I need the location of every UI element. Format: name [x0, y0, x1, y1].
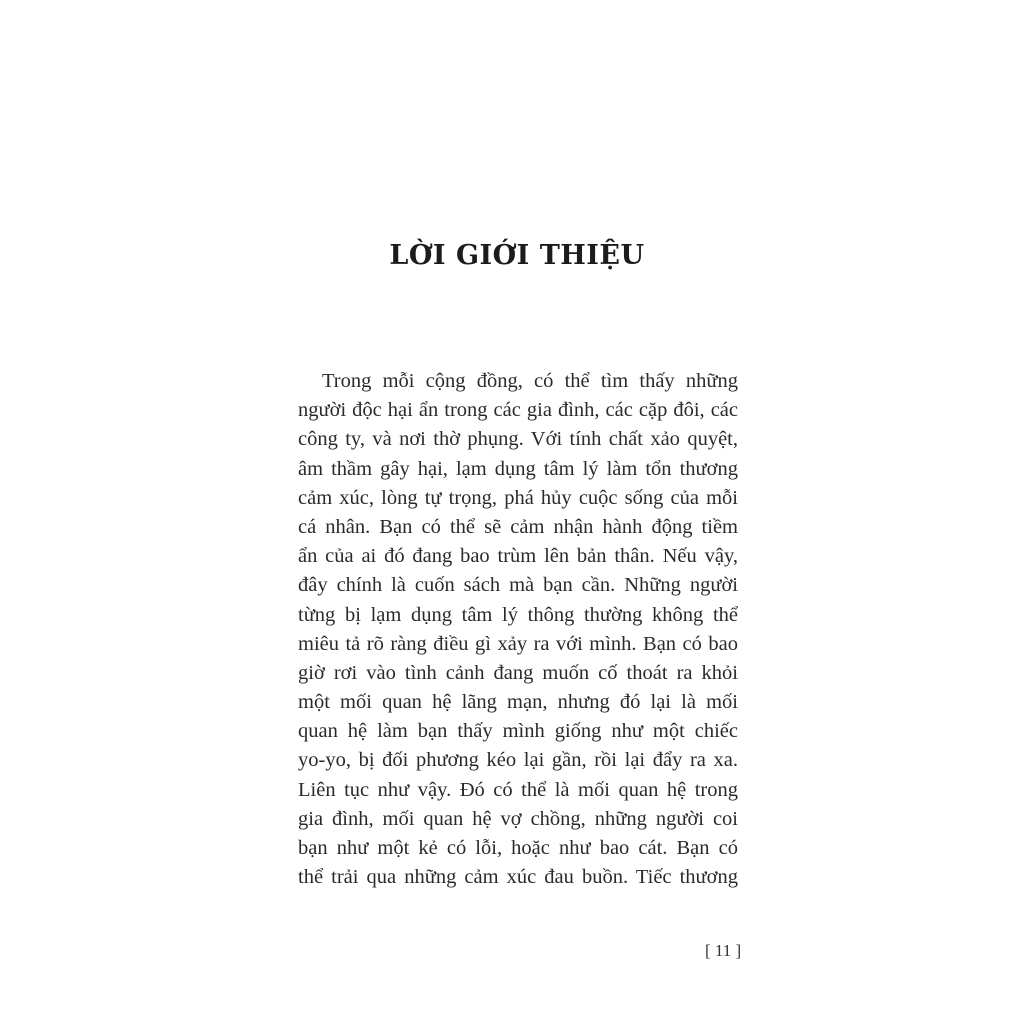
text-line: giờ rơi vào tình cảnh đang muốn cố thoát ra khỏi: [298, 661, 738, 684]
text-line: Liên tục như vậy. Đó có thể là mối quan hệ trong: [298, 778, 738, 801]
text-line: một mối quan hệ lãng mạn, nhưng đó lại là mối: [298, 691, 738, 714]
text-line: bạn như một kẻ có lỗi, hoặc như bao cát. Bạn có: [298, 837, 738, 859]
text-line: từng bị lạm dụng tâm lý thông thường không thể: [298, 603, 738, 626]
text-line: cảm xúc, lòng tự trọng, phá hủy cuộc sống của mỗi: [298, 486, 738, 509]
text-line: công ty, và nơi thờ phụng. Với tính chất xảo quyệt,: [298, 428, 738, 451]
text-line: thể trải qua những cảm xúc đau buồn. Tiếc thương: [298, 866, 738, 889]
text-line: quan hệ làm bạn thấy mình giống như một chiếc: [298, 720, 738, 743]
text-line: cá nhân. Bạn có thể sẽ cảm nhận hành động tiềm: [298, 515, 738, 538]
text-line: đây chính là cuốn sách mà bạn cần. Những người: [298, 574, 738, 597]
page-number: [ 11 ]: [705, 941, 742, 960]
text-line: miêu tả rõ ràng điều gì xảy ra với mình. Bạn có bao: [298, 632, 738, 655]
body-paragraph: [298, 367, 738, 892]
text-line: người độc hại ẩn trong các gia đình, các cặp đôi, các: [298, 399, 738, 422]
text-line: Trong mỗi cộng đồng, có thể tìm thấy những: [322, 370, 738, 392]
text-line: yo-yo, bị đối phương kéo lại gần, rồi lại đẩy ra xa.: [298, 749, 738, 772]
text-line: ẩn của ai đó đang bao trùm lên bản thân. Nếu vậy,: [298, 545, 738, 568]
text-line: gia đình, mối quan hệ vợ chồng, những người coi: [298, 807, 738, 830]
text-line: âm thầm gây hại, lạm dụng tâm lý làm tổn thương: [298, 457, 738, 480]
chapter-title: LỜI GIỚI THIỆU: [389, 240, 645, 271]
